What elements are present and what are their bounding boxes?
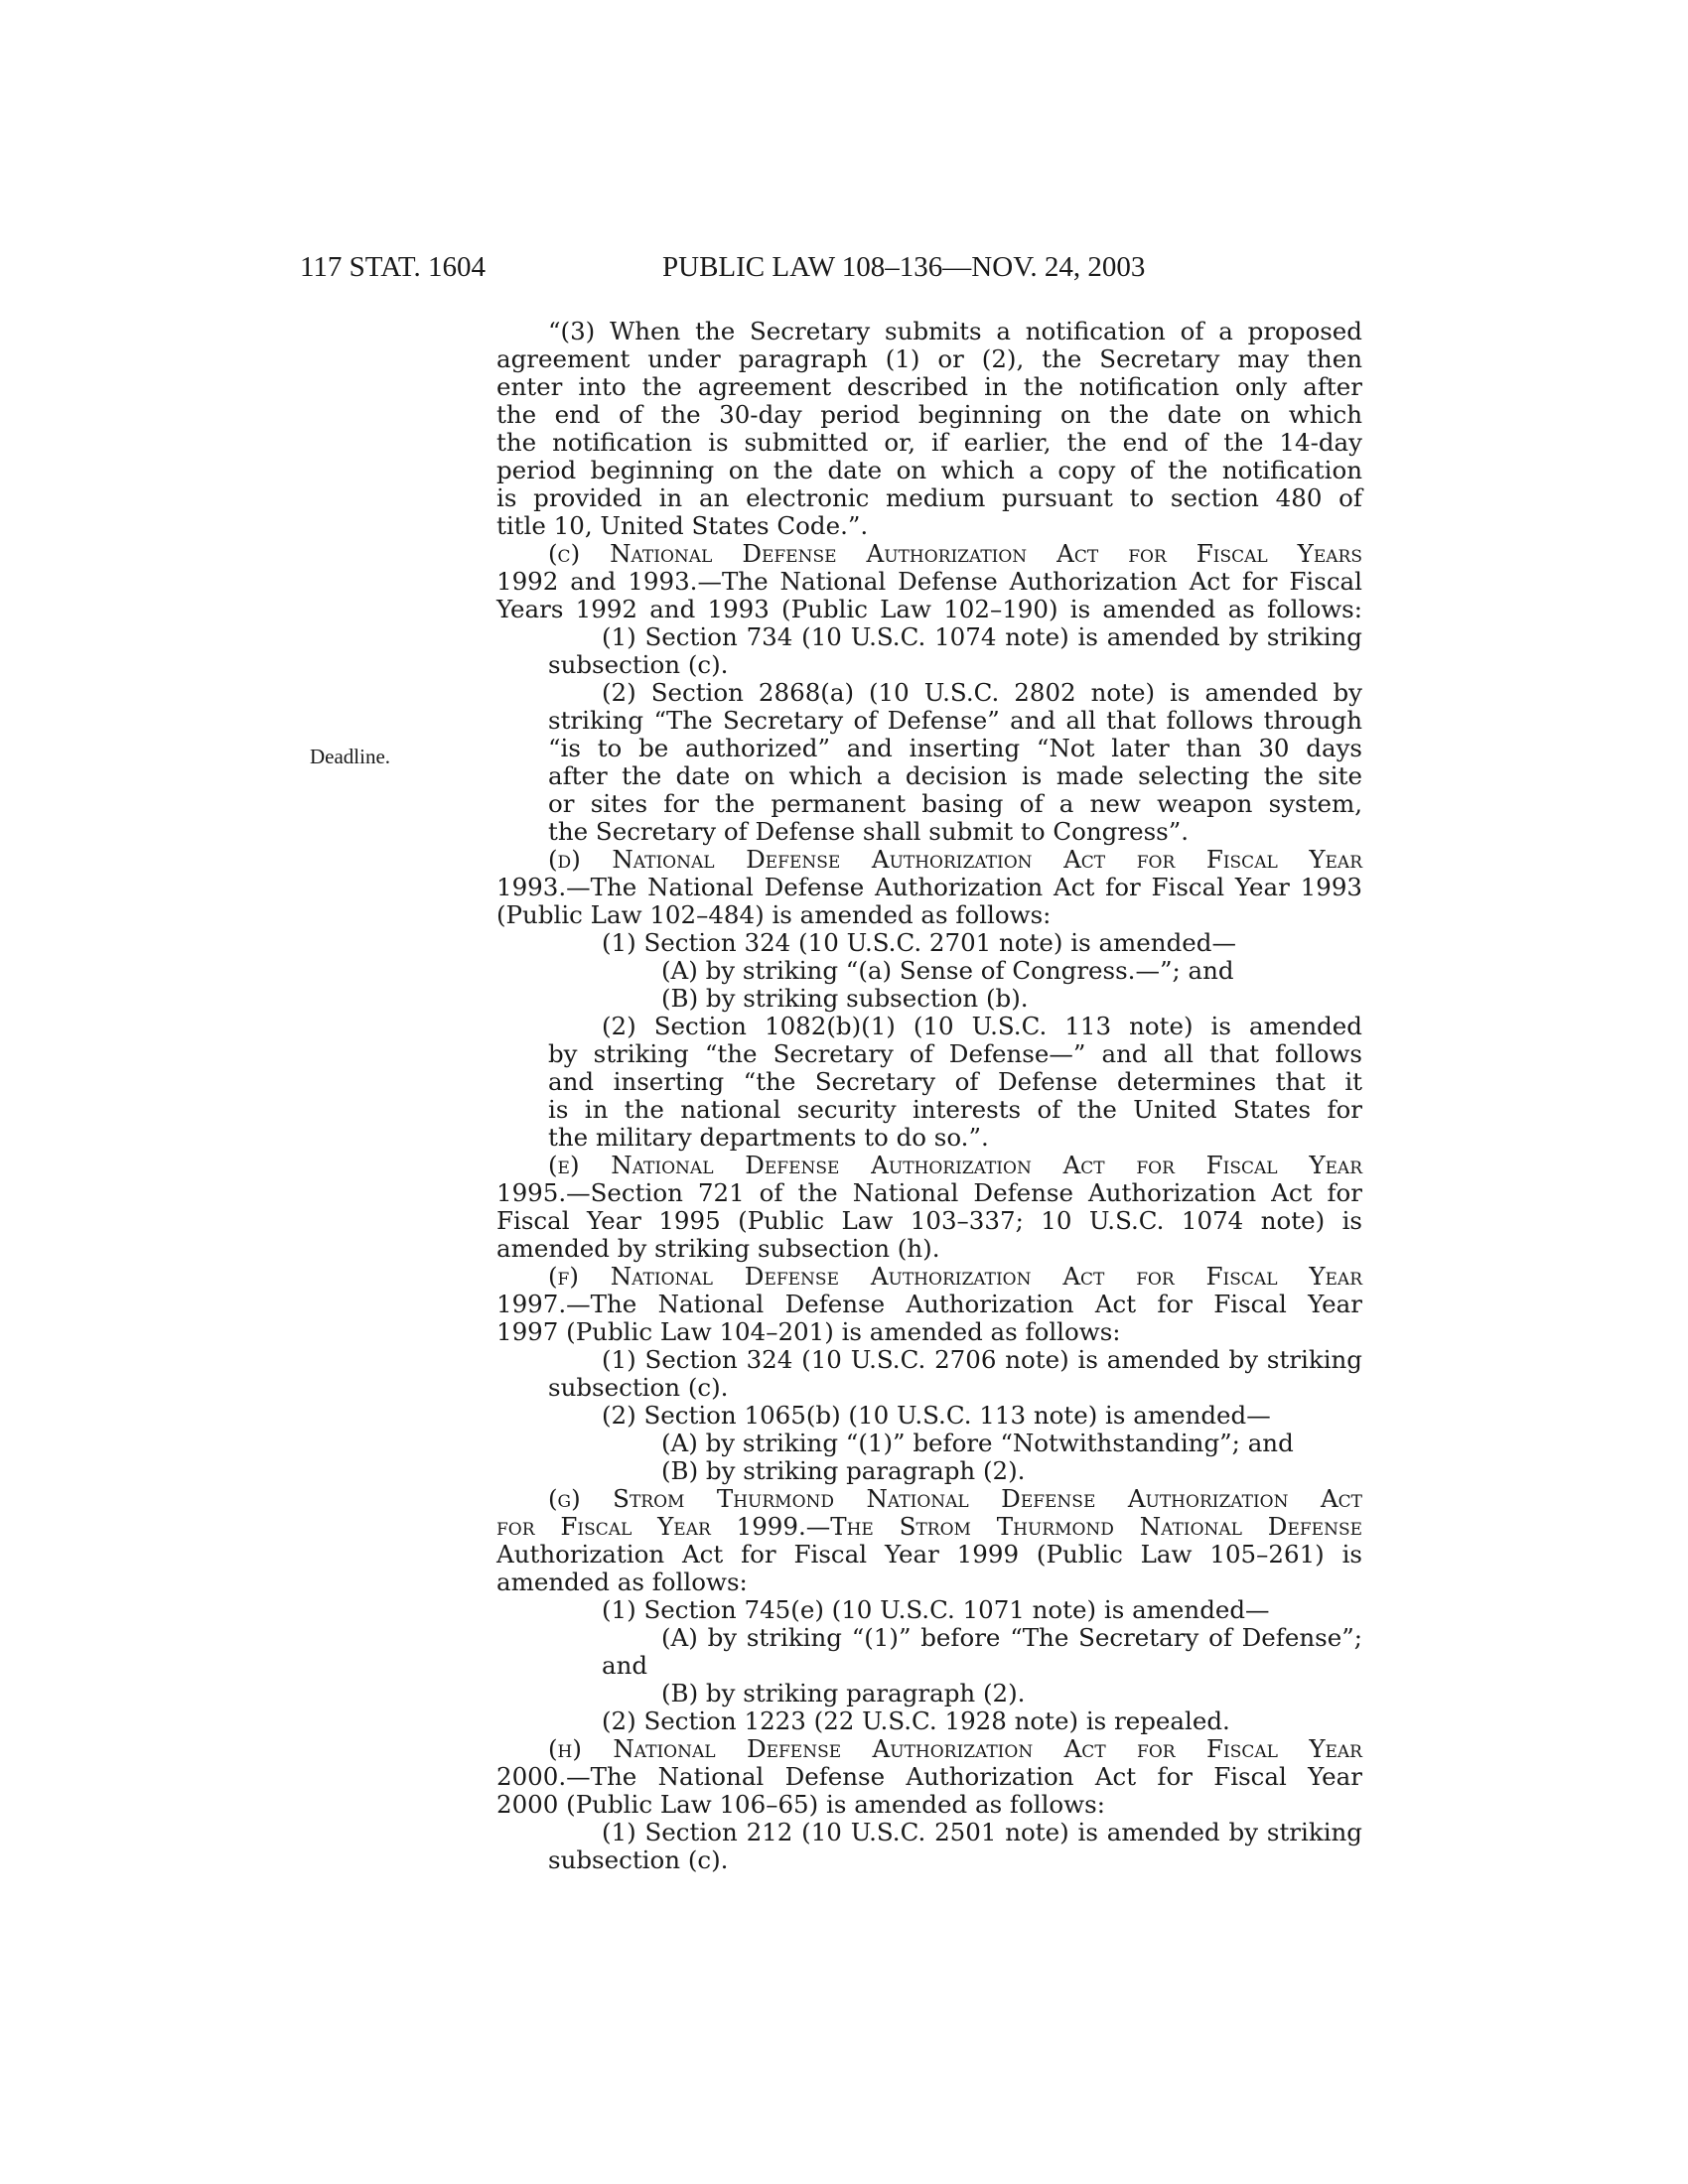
text-line: (1) Section 212 (10 U.S.C. 2501 note) is amended by striking bbox=[602, 1818, 1362, 1846]
text-line: subsection (c). bbox=[548, 1373, 729, 1402]
text-line: (g) Strom Thurmond National Defense Authorization Act bbox=[548, 1484, 1362, 1513]
text-line: amended by striking subsection (h). bbox=[496, 1234, 940, 1263]
text-line: (B) by striking paragraph (2). bbox=[661, 1456, 1026, 1485]
text-line: (2) Section 1223 (22 U.S.C. 1928 note) is repealed. bbox=[602, 1706, 1230, 1735]
text-line: (A) by striking “(1)” before “Notwithstanding”; and bbox=[661, 1429, 1294, 1457]
text-line: (1) Section 324 (10 U.S.C. 2706 note) is amended by striking bbox=[602, 1345, 1362, 1374]
text-line: 1993.—The National Defense Authorization Act for Fiscal Year 1993 bbox=[496, 873, 1362, 901]
text-line: striking “The Secretary of Defense” and all that follows through bbox=[548, 706, 1362, 735]
text-line: (1) Section 734 (10 U.S.C. 1074 note) is amended by striking bbox=[602, 622, 1362, 651]
text-line: the end of the 30-day period beginning on the date on which bbox=[496, 400, 1362, 429]
text-line: or sites for the permanent basing of a new weapon system, bbox=[548, 789, 1362, 818]
text-line: (h) National Defense Authorization Act for Fiscal Year bbox=[548, 1734, 1362, 1763]
para-3-notification bbox=[496, 318, 1362, 540]
text-line: Years 1992 and 1993 (Public Law 102–190) is amended as follows: bbox=[496, 595, 1362, 623]
text-line: (2) Section 1065(b) (10 U.S.C. 113 note) is amended— bbox=[602, 1401, 1271, 1430]
subsection-g-2 bbox=[496, 1707, 1362, 1735]
text-line: and bbox=[602, 1651, 648, 1680]
text-line: 1995.—Section 721 of the National Defense Authorization Act for bbox=[496, 1178, 1362, 1207]
text-line: 2000 (Public Law 106–65) is amended as follows: bbox=[496, 1790, 1105, 1819]
text-line: (A) by striking “(a) Sense of Congress.—”; and bbox=[661, 956, 1234, 985]
subsection-d-heading bbox=[496, 846, 1362, 929]
text-line: the notification is submitted or, if earlier, the end of the 14-day bbox=[496, 428, 1362, 457]
text-line: (A) by striking “(1)” before “The Secretary of Defense”; bbox=[661, 1623, 1362, 1652]
text-line: title 10, United States Code.”. bbox=[496, 511, 869, 540]
subsection-h-1 bbox=[496, 1819, 1362, 1874]
text-line: Authorization Act for Fiscal Year 1999 (Public Law 105–261) is bbox=[496, 1540, 1362, 1569]
subsection-d-2 bbox=[496, 1013, 1362, 1152]
subsection-c-2 bbox=[496, 679, 1362, 846]
text-line: period beginning on the date on which a copy of the notification bbox=[496, 456, 1362, 484]
text-line: (Public Law 102–484) is amended as follows: bbox=[496, 900, 1052, 929]
subsection-h-heading bbox=[496, 1735, 1362, 1819]
text-line: (B) by striking subsection (b). bbox=[661, 984, 1029, 1013]
text-line: (2) Section 1082(b)(1) (10 U.S.C. 113 note) is amended bbox=[602, 1012, 1362, 1040]
subsection-c-1 bbox=[496, 623, 1362, 679]
running-head-public-law: PUBLIC LAW 108–136—NOV. 24, 2003 bbox=[662, 251, 1146, 283]
text-line: by striking “the Secretary of Defense—” and all that follows bbox=[548, 1039, 1362, 1068]
text-line: 1992 and 1993.—The National Defense Authorization Act for Fiscal bbox=[496, 567, 1362, 596]
text-line: is in the national security interests of the United States for bbox=[548, 1095, 1362, 1124]
text-line: (f) National Defense Authorization Act for Fiscal Year bbox=[548, 1262, 1362, 1291]
text-line: (e) National Defense Authorization Act for Fiscal Year bbox=[548, 1151, 1362, 1179]
subsection-g-heading bbox=[496, 1485, 1362, 1596]
text-line: 1997 (Public Law 104–201) is amended as follows: bbox=[496, 1317, 1121, 1346]
subsection-g-1 bbox=[496, 1596, 1362, 1707]
text-line: 2000.—The National Defense Authorization Act for Fiscal Year bbox=[496, 1762, 1362, 1791]
text-line: agreement under paragraph (1) or (2), the Secretary may then bbox=[496, 344, 1362, 373]
text-line: the Secretary of Defense shall submit to Congress”. bbox=[548, 817, 1190, 846]
text-line: (1) Section 745(e) (10 U.S.C. 1071 note) is amended— bbox=[602, 1595, 1270, 1624]
subsection-f-heading bbox=[496, 1263, 1362, 1346]
subsection-c-heading bbox=[496, 540, 1362, 623]
text-line: (2) Section 2868(a) (10 U.S.C. 2802 note) is amended by bbox=[602, 678, 1362, 707]
margin-note-deadline: Deadline. bbox=[310, 745, 391, 768]
text-line: after the date on which a decision is made selecting the site bbox=[548, 761, 1362, 790]
text-line: Fiscal Year 1995 (Public Law 103–337; 10 U.S.C. 1074 note) is bbox=[496, 1206, 1362, 1235]
text-line: enter into the agreement described in the notification only after bbox=[496, 372, 1362, 401]
page-stat-citation: 117 STAT. 1604 bbox=[300, 251, 486, 283]
text-line: (c) National Defense Authorization Act for Fiscal Years bbox=[548, 539, 1362, 568]
text-line: subsection (c). bbox=[548, 650, 729, 679]
text-line: “is to be authorized” and inserting “Not later than 30 days bbox=[548, 734, 1362, 762]
text-line: for Fiscal Year 1999.—The Strom Thurmond National Defense bbox=[496, 1512, 1362, 1541]
text-line: 1997.—The National Defense Authorization Act for Fiscal Year bbox=[496, 1290, 1362, 1318]
subsection-d-1 bbox=[496, 929, 1362, 1013]
statute-body bbox=[496, 318, 1362, 1874]
subsection-e bbox=[496, 1152, 1362, 1263]
text-line: “(3) When the Secretary submits a notification of a proposed bbox=[548, 317, 1362, 345]
text-line: and inserting “the Secretary of Defense determines that it bbox=[548, 1067, 1362, 1096]
text-line: (d) National Defense Authorization Act for Fiscal Year bbox=[548, 845, 1362, 874]
text-line: (B) by striking paragraph (2). bbox=[661, 1679, 1026, 1707]
text-line: the military departments to do so.”. bbox=[548, 1123, 989, 1152]
text-line: is provided in an electronic medium pursuant to section 480 of bbox=[496, 483, 1362, 512]
text-line: subsection (c). bbox=[548, 1845, 729, 1874]
text-line: (1) Section 324 (10 U.S.C. 2701 note) is amended— bbox=[602, 928, 1236, 957]
subsection-f-1 bbox=[496, 1346, 1362, 1402]
text-line: amended as follows: bbox=[496, 1568, 748, 1596]
subsection-f-2 bbox=[496, 1402, 1362, 1485]
